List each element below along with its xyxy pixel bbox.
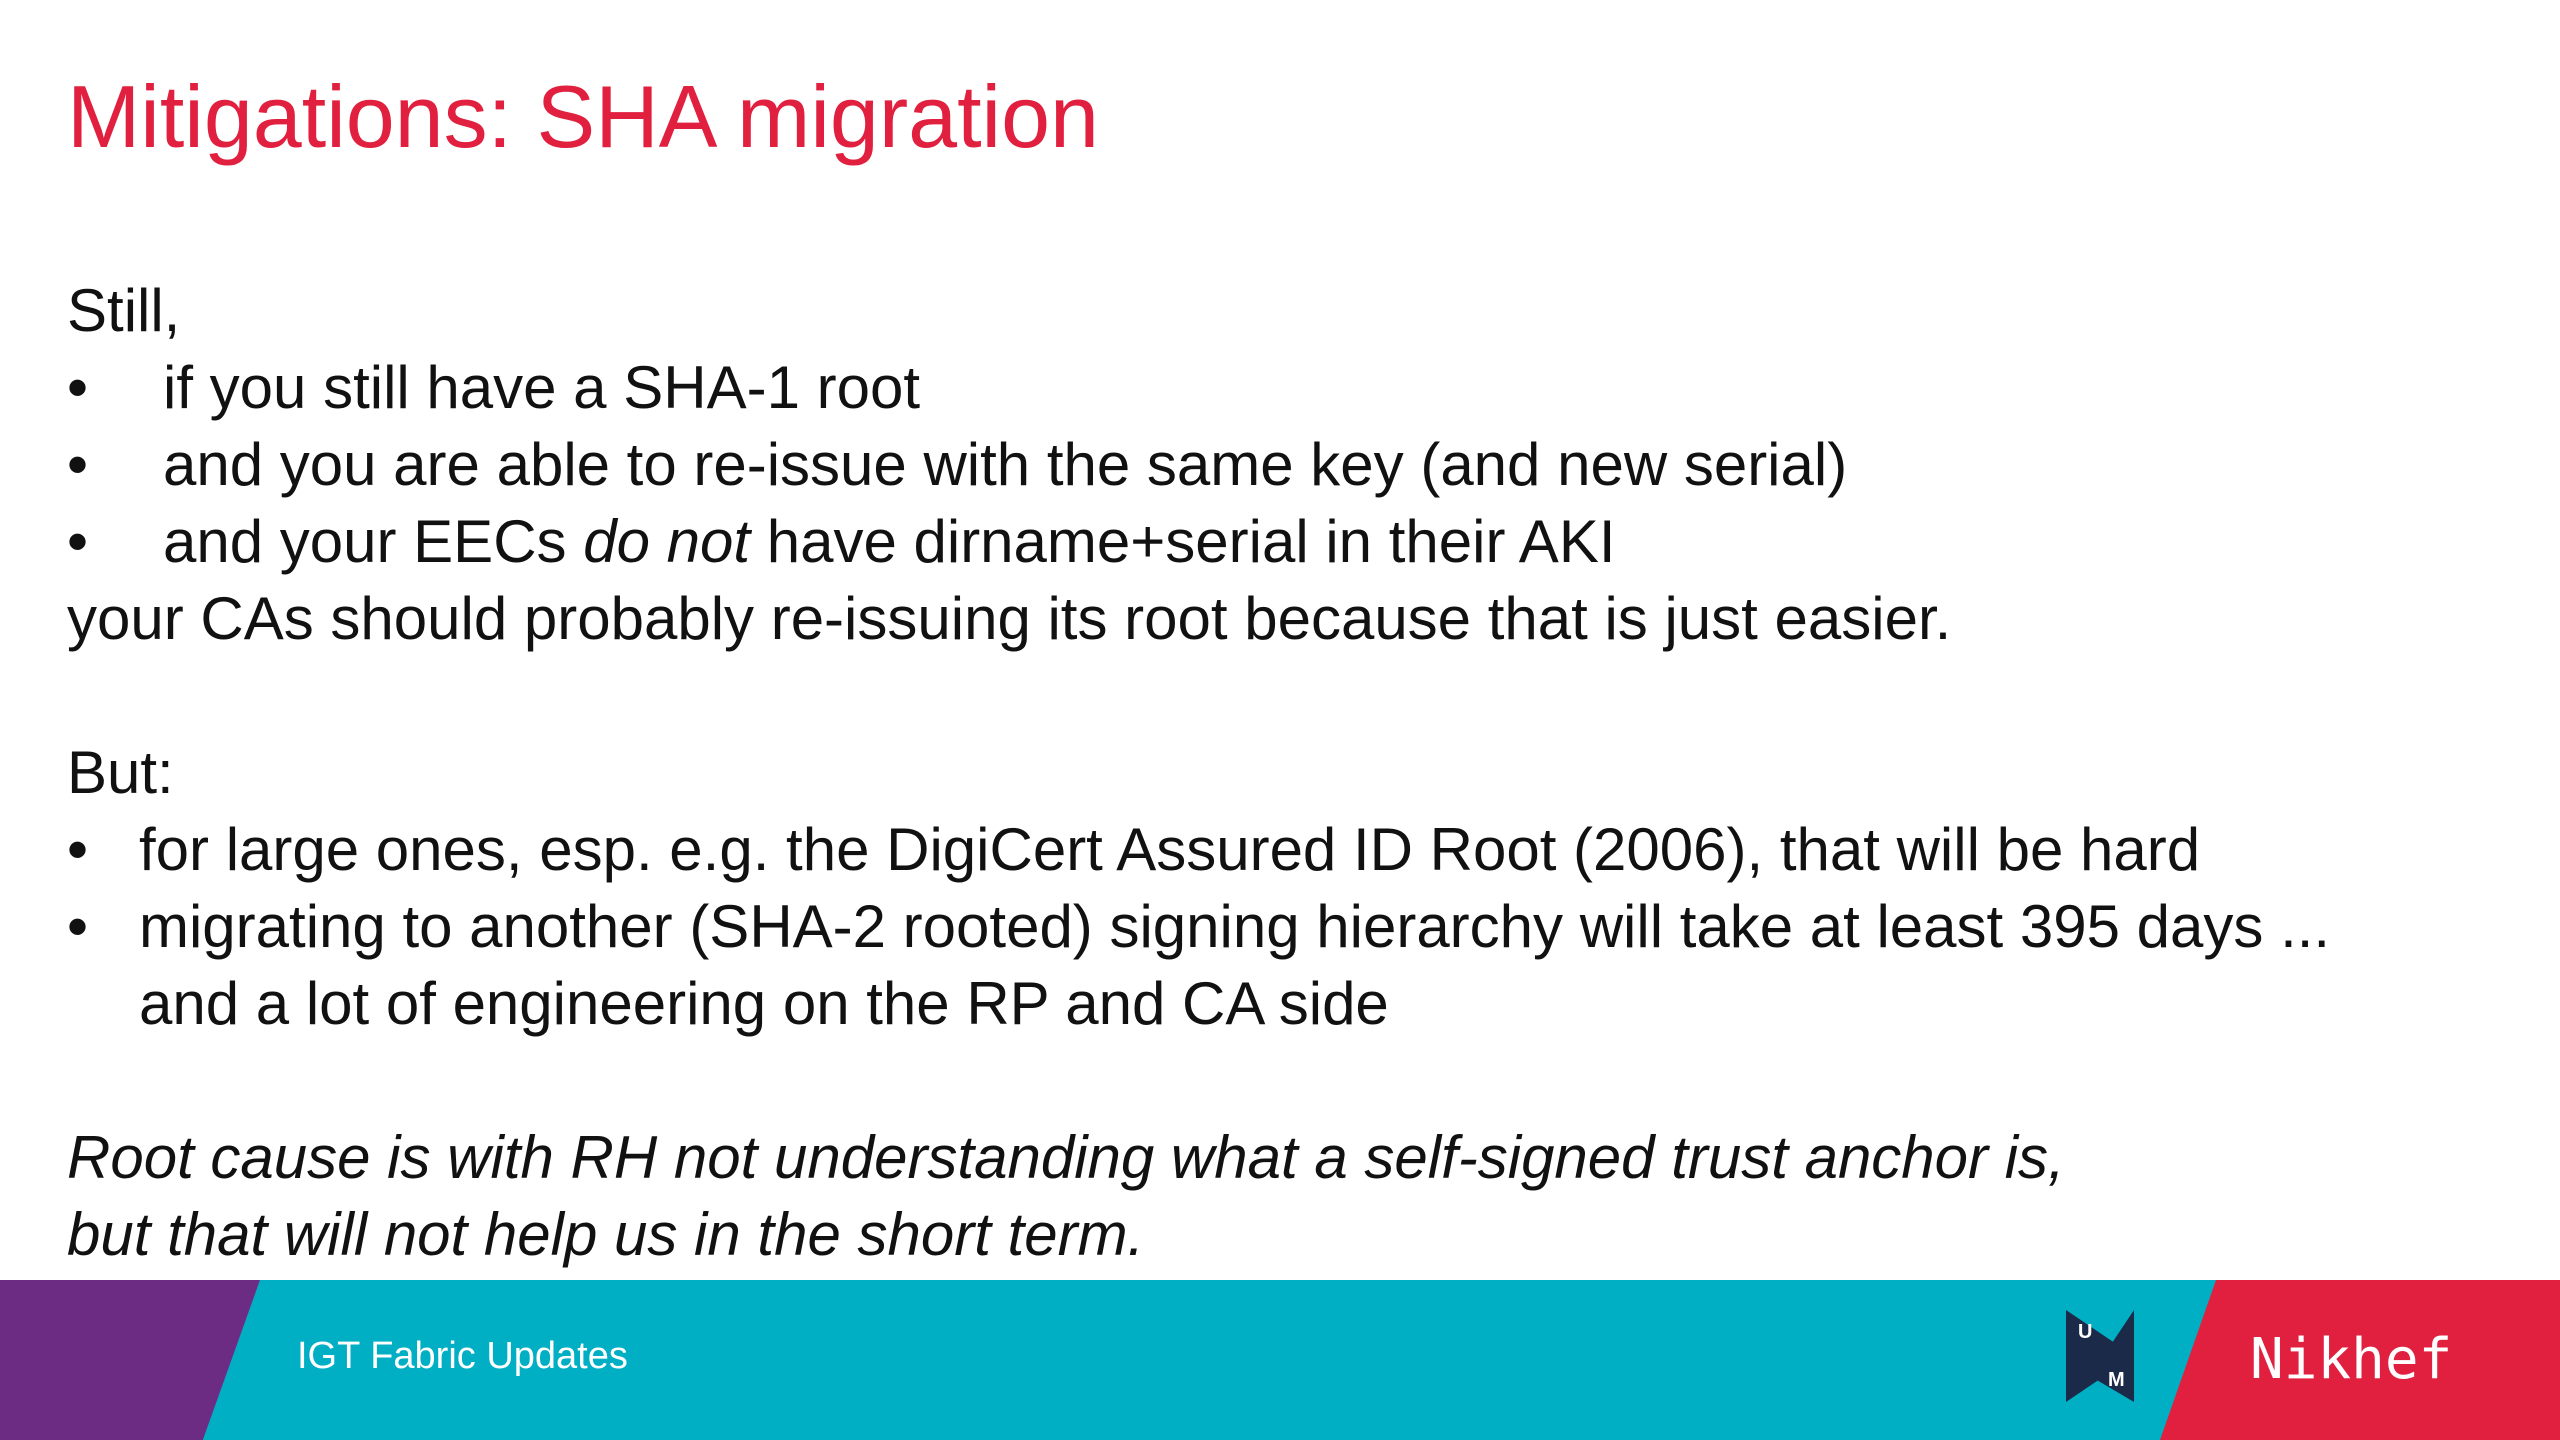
bullet-icon: •	[67, 893, 89, 960]
um-logo-icon	[2060, 1306, 2140, 1406]
spacer	[67, 657, 2507, 734]
condition-item	[67, 426, 2507, 503]
footer-purple-block	[0, 1280, 260, 1440]
concern-text: migrating to another (SHA-2 rooted) signing hierarchy will take at least 395 days ...	[139, 893, 2331, 960]
condition-text-before: and your EECs	[163, 508, 584, 575]
svg-text:U: U	[2078, 1321, 2093, 1343]
bullet-icon: •	[67, 508, 89, 575]
condition-text	[163, 503, 1616, 580]
condition-item	[67, 503, 2507, 580]
spacer	[67, 1042, 2507, 1119]
but-label: But:	[67, 739, 174, 806]
condition-text-after: have dirname+serial in their AKI	[750, 508, 1616, 575]
bullet-icon: •	[67, 354, 89, 421]
footer-title: IGT Fabric Updates	[297, 1335, 628, 1377]
nikhef-logo: Nikhef	[2250, 1327, 2453, 1392]
intro-text: Still,	[67, 277, 181, 344]
closing-line: but that will not help us in the short term.	[67, 1201, 1145, 1268]
closing-line: Root cause is with RH not understanding what a self-signed trust anchor is,	[67, 1124, 2065, 1191]
conclusion-text: your CAs should probably re-issuing its root because that is just easier.	[67, 585, 1952, 652]
condition-item	[67, 349, 2507, 426]
bullet-icon: •	[67, 431, 89, 498]
footer-band	[0, 1280, 2560, 1440]
slide-title: Mitigations: SHA migration	[67, 67, 1099, 166]
concern-item	[67, 888, 2507, 965]
svg-text:M: M	[2108, 1369, 2125, 1391]
condition-text: and you are able to re-issue with the same key (and new serial)	[163, 431, 1848, 498]
concern-continuation: and a lot of engineering on the RP and CA side	[139, 970, 1389, 1037]
condition-emphasis: do not	[583, 508, 751, 575]
slide-body	[67, 272, 2507, 1273]
condition-text: if you still have a SHA-1 root	[163, 354, 921, 421]
concern-text: for large ones, esp. e.g. the DigiCert Assured ID Root (2006), that will be hard	[139, 816, 2201, 883]
concern-item	[67, 811, 2507, 888]
bullet-icon: •	[67, 816, 89, 883]
